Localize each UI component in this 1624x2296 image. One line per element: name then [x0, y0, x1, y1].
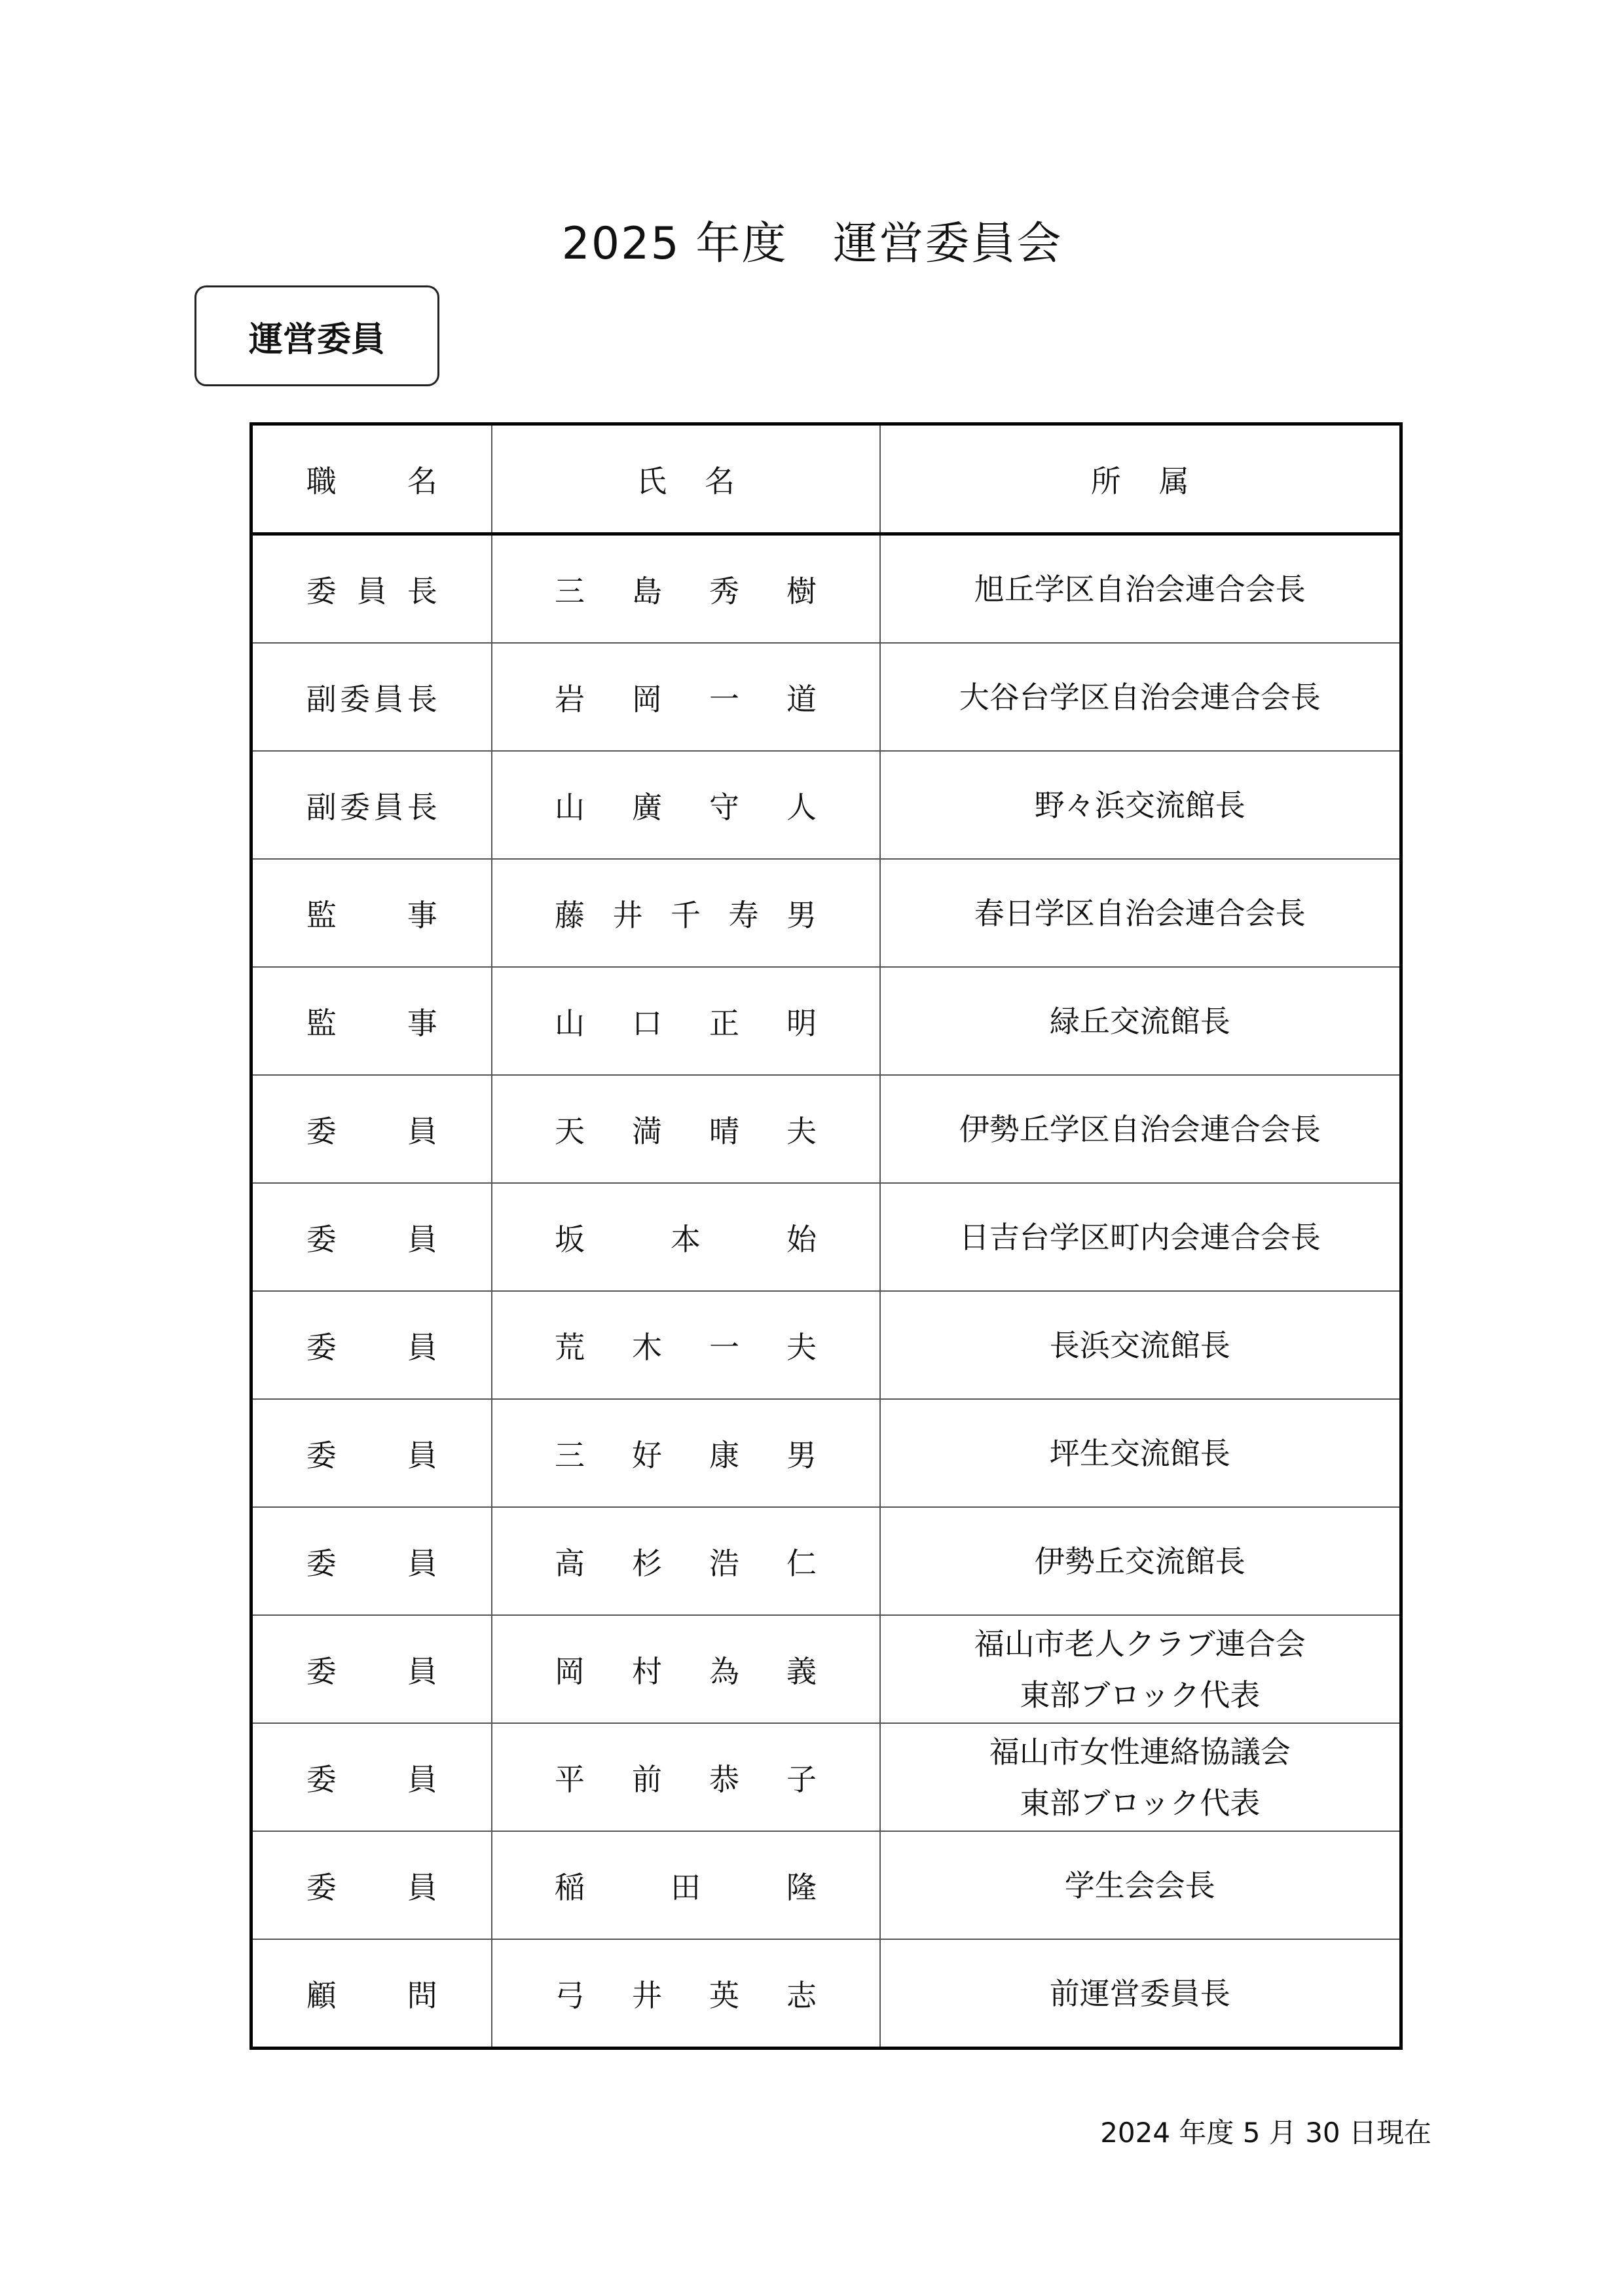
- affiliation-cell: [880, 534, 1401, 644]
- position-text: 監 事: [306, 1005, 437, 1041]
- table-row: [251, 751, 1401, 859]
- name-cell: [492, 859, 880, 967]
- position-text: 委 員 長: [306, 573, 437, 609]
- affiliation-cell: [880, 859, 1401, 967]
- name-text: 平 前 恭 子: [555, 1761, 817, 1797]
- name-text: 山 口 正 明: [555, 1005, 817, 1041]
- name-text: 三 島 秀 樹: [555, 573, 817, 609]
- affiliation-cell: [880, 1507, 1401, 1615]
- table-row: [251, 967, 1401, 1075]
- committee-table: [249, 422, 1403, 2050]
- affiliation-cell: [880, 751, 1401, 859]
- name-cell: [492, 1831, 880, 1939]
- affiliation-cell: [880, 967, 1401, 1075]
- affiliation-text: 伊勢丘交流館長: [1034, 1543, 1246, 1579]
- affiliation-cell: [880, 1291, 1401, 1399]
- name-cell: [492, 1075, 880, 1183]
- header-affiliation: 所 属: [880, 424, 1401, 534]
- table-body: [251, 534, 1401, 2049]
- table-row: [251, 643, 1401, 751]
- affiliation-text: 坪生交流館長: [1049, 1435, 1230, 1471]
- table-row: [251, 1399, 1401, 1507]
- name-text: 稲 田 隆: [555, 1869, 817, 1905]
- position-cell: [251, 1939, 492, 2049]
- table-row: [251, 1939, 1401, 2049]
- name-text: 岡 村 為 義: [555, 1653, 817, 1689]
- position-text: 監 事: [306, 897, 437, 933]
- position-cell: [251, 751, 492, 859]
- affiliation-text: 野々浜交流館長: [1034, 787, 1246, 823]
- affiliation-text: 学生会会長: [1064, 1867, 1215, 1903]
- affiliation-text: 伊勢丘学区自治会連合会長: [959, 1111, 1321, 1147]
- table-row: [251, 1831, 1401, 1939]
- position-cell: [251, 1075, 492, 1183]
- name-cell: [492, 534, 880, 644]
- position-text: 委 員: [306, 1653, 437, 1689]
- affiliation-text: 春日学区自治会連合会長: [974, 895, 1306, 931]
- affiliation-text-line2: 東部ブロック代表: [1020, 1677, 1261, 1713]
- position-text: 委 員: [306, 1221, 437, 1257]
- position-text: 副 委 員 長: [306, 681, 437, 717]
- affiliation-cell: [880, 1399, 1401, 1507]
- position-text: 顧 問: [306, 1977, 437, 2013]
- name-cell: [492, 643, 880, 751]
- name-cell: [492, 1939, 880, 2049]
- table-row: [251, 534, 1401, 644]
- affiliation-text: 福山市老人クラブ連合会: [974, 1626, 1306, 1662]
- position-cell: [251, 643, 492, 751]
- position-text: 委 員: [306, 1113, 437, 1149]
- table-header-row: [251, 424, 1401, 534]
- position-text: 委 員: [306, 1869, 437, 1905]
- name-text: 坂 本 始: [555, 1221, 817, 1257]
- position-cell: [251, 1291, 492, 1399]
- position-text: 委 員: [306, 1545, 437, 1581]
- affiliation-cell: [880, 1831, 1401, 1939]
- position-text: 委 員: [306, 1329, 437, 1365]
- table-row: [251, 1291, 1401, 1399]
- table-row: [251, 1075, 1401, 1183]
- name-text: 高 杉 浩 仁: [555, 1545, 817, 1581]
- table-row: [251, 1507, 1401, 1615]
- table-row: [251, 1615, 1401, 1723]
- position-cell: [251, 1399, 492, 1507]
- name-cell: [492, 1723, 880, 1831]
- affiliation-cell: [880, 1075, 1401, 1183]
- name-text: 山 廣 守 人: [555, 789, 817, 825]
- as-of-date: 2024 年度 5 月 30 日現在: [1100, 2117, 1431, 2149]
- name-text: 三 好 康 男: [555, 1437, 817, 1473]
- name-text: 岩 岡 一 道: [555, 681, 817, 717]
- affiliation-text: 福山市女性連絡協議会: [989, 1734, 1291, 1770]
- position-cell: [251, 534, 492, 644]
- name-cell: [492, 751, 880, 859]
- position-cell: [251, 1507, 492, 1615]
- position-cell: [251, 1615, 492, 1723]
- table-row: [251, 1183, 1401, 1291]
- name-text: 荒 木 一 夫: [555, 1329, 817, 1365]
- affiliation-text: 大谷台学区自治会連合会長: [959, 679, 1321, 715]
- section-label: 運営委員: [194, 285, 439, 386]
- affiliation-text: 日吉台学区町内会連合会長: [959, 1219, 1321, 1255]
- name-cell: [492, 1399, 880, 1507]
- name-text: 天 満 晴 夫: [555, 1113, 817, 1149]
- position-text: 副 委 員 長: [306, 789, 437, 825]
- position-text: 委 員: [306, 1761, 437, 1797]
- name-text: 弓 井 英 志: [555, 1977, 817, 2013]
- name-cell: [492, 1183, 880, 1291]
- affiliation-text-line2: 東部ブロック代表: [1020, 1785, 1261, 1821]
- affiliation-text: 前運営委員長: [1049, 1975, 1230, 2011]
- name-cell: [492, 967, 880, 1075]
- position-cell: [251, 967, 492, 1075]
- header-name: 氏 名: [492, 424, 880, 534]
- affiliation-text: 長浜交流館長: [1049, 1327, 1230, 1363]
- header-position: 職 名: [251, 424, 492, 534]
- position-cell: [251, 1183, 492, 1291]
- table-row: [251, 859, 1401, 967]
- affiliation-cell: [880, 1183, 1401, 1291]
- name-cell: [492, 1507, 880, 1615]
- affiliation-cell: [880, 643, 1401, 751]
- name-cell: [492, 1615, 880, 1723]
- position-cell: [251, 1831, 492, 1939]
- name-text: 藤 井 千 寿 男: [555, 897, 817, 933]
- affiliation-text: 緑丘交流館長: [1049, 1003, 1230, 1039]
- position-cell: [251, 859, 492, 967]
- name-cell: [492, 1291, 880, 1399]
- affiliation-cell: [880, 1723, 1401, 1831]
- affiliation-cell: [880, 1939, 1401, 2049]
- affiliation-text: 旭丘学区自治会連合会長: [974, 571, 1306, 607]
- page-title: 2025 年度 運営委員会: [561, 218, 1063, 270]
- position-text: 委 員: [306, 1437, 437, 1473]
- position-cell: [251, 1723, 492, 1831]
- affiliation-cell: [880, 1615, 1401, 1723]
- table-row: [251, 1723, 1401, 1831]
